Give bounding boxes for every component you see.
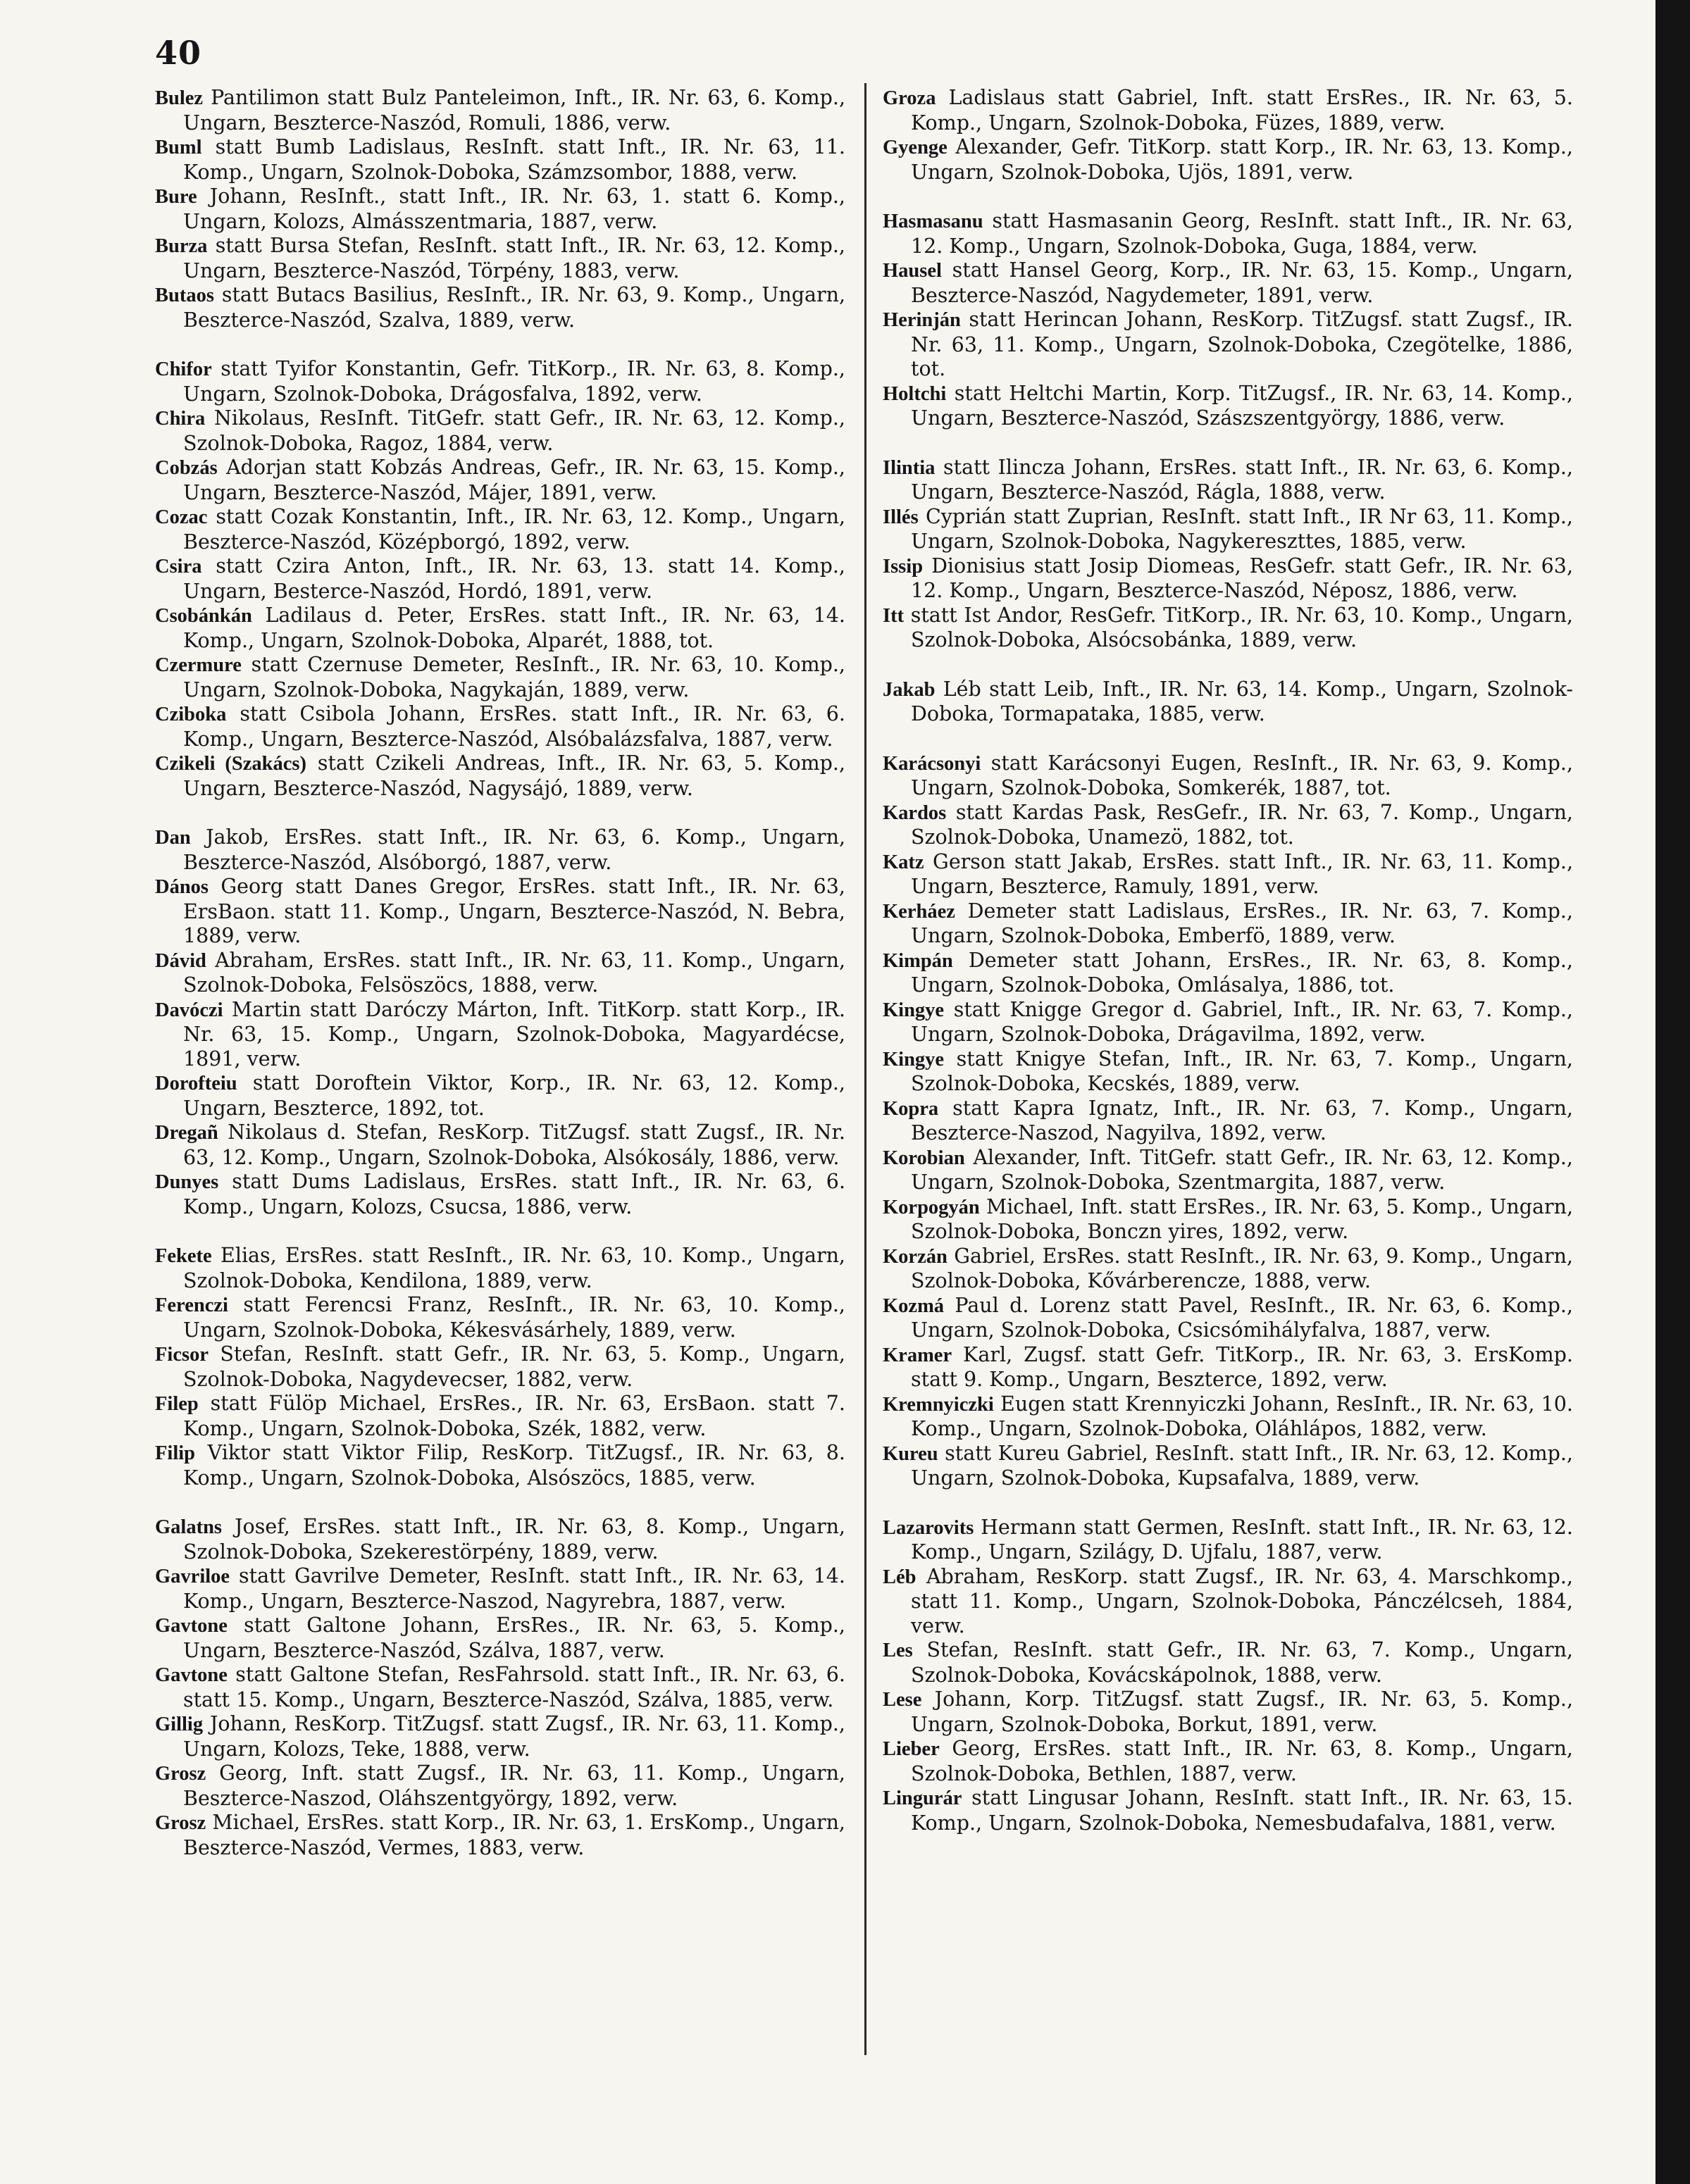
scan-edge: [1655, 0, 1690, 2184]
register-entry: [883, 1097, 1573, 1146]
section-gap: [883, 185, 1573, 209]
register-entry: [155, 505, 845, 554]
entry-surname: Kingye: [883, 1048, 945, 1071]
register-entry: [883, 209, 1573, 258]
entry-details: statt Bumb Ladislaus, ResInft. statt Inft., IR. Nr. 63, 11. Komp., Ungarn, Szolnok-Doboka, Számzsombor, 1888, verw.: [183, 135, 845, 184]
register-entry: [883, 1195, 1573, 1244]
entry-surname: Issip: [883, 555, 924, 578]
register-entry: [155, 653, 845, 702]
entry-details: statt Tyifor Konstantin, Gefr. TitKorp., IR. Nr. 63, 8. Komp., Ungarn, Szolnok-Doboka, Drágosfalva, 1892, verw.: [183, 357, 845, 406]
entry-surname: Dános: [155, 876, 209, 898]
register-entry: [883, 135, 1573, 185]
entry-details: statt Herincan Johann, ResKorp. TitZugsf. statt Zugsf., IR. Nr. 63, 11. Komp., Ungarn, Szolnok-Doboka, Czegötelke, 1886, tot.: [911, 308, 1573, 380]
entry-surname: Czermure: [155, 654, 242, 676]
entry-details: statt Hasmasanin Georg, ResInft. statt Inft., IR. Nr. 63, 12. Komp., Ungarn, Szolnok-Doboka, Guga, 1884, verw.: [911, 209, 1573, 258]
register-entry: [155, 1515, 845, 1564]
register-entry: [883, 382, 1573, 431]
register-entry: [883, 1737, 1573, 1786]
register-entry: [883, 554, 1573, 604]
entry-surname: Dregañ: [155, 1122, 218, 1144]
entry-surname: Kremnyiczki: [883, 1393, 994, 1416]
section-gap: [883, 727, 1573, 751]
entry-details: statt Czernuse Demeter, ResInft., IR. Nr. 63, 10. Komp., Ungarn, Szolnok-Doboka, Nagykaján, 1889, verw.: [183, 653, 845, 701]
entry-surname: Katz: [883, 851, 924, 873]
right-column: [883, 86, 1573, 1835]
entry-details: Eugen statt Krennyiczki Johann, ResInft., IR. Nr. 63, 10. Komp., Ungarn, Szolnok-Doboka, Oláhlápos, 1882, verw.: [911, 1392, 1573, 1440]
entry-details: statt Galtone Stefan, ResFahrsold. statt Inft., IR. Nr. 63, 6. statt 15. Komp., Ungarn, Beszterce-Naszód, Szálva, 1885, verw.: [183, 1663, 845, 1711]
entry-surname: Lingurár: [883, 1787, 962, 1809]
entry-details: statt Hansel Georg, Korp., IR. Nr. 63, 15. Komp., Ungarn, Beszterce-Naszód, Nagydemeter, 1891, verw.: [911, 258, 1573, 307]
entry-surname: Bure: [155, 186, 197, 208]
entry-details: statt Ist Andor, ResGefr. TitKorp., IR. Nr. 63, 10. Komp., Ungarn, Szolnok-Doboka, Alsócsobánka, 1889, verw.: [904, 603, 1573, 651]
entry-details: Johann, ResInft., statt Inft., IR. Nr. 63, 1. statt 6. Komp., Ungarn, Kolozs, Almásszentmaria, 1887, verw.: [183, 185, 845, 233]
register-entry: [155, 1071, 845, 1121]
entry-details: Ladislaus statt Gabriel, Inft. statt ErsRes., IR. Nr. 63, 5. Komp., Ungarn, Szolnok-Doboka, Füzes, 1889, verw.: [911, 86, 1573, 135]
entry-details: Michael, Inft. statt ErsRes., IR. Nr. 63, 5. Komp., Ungarn, Szolnok-Doboka, Bonczn yires, 1892, verw.: [911, 1194, 1573, 1243]
entry-details: Johann, ResKorp. TitZugsf. statt Zugsf., IR. Nr. 63, 11. Komp., Ungarn, Kolozs, Teke, 1888, verw.: [183, 1712, 845, 1761]
register-entry: [155, 1170, 845, 1219]
entry-details: Alexander, Gefr. TitKorp. statt Korp., IR. Nr. 63, 13. Komp., Ungarn, Szolnok-Doboka, Ujös, 1891, verw.: [911, 135, 1573, 184]
entry-details: statt Heltchi Martin, Korp. TitZugsf., IR. Nr. 63, 14. Komp., Ungarn, Beszterce-Naszód, Szászszentgyörgy, 1886, verw.: [911, 381, 1573, 430]
register-entry: [155, 135, 845, 185]
entry-surname: Lieber: [883, 1738, 940, 1760]
register-entry: [883, 751, 1573, 801]
register-entry: [155, 554, 845, 604]
entry-surname: Buml: [155, 137, 202, 158]
register-entry: [155, 1392, 845, 1441]
entry-surname: Gavtone: [155, 1615, 228, 1637]
register-entry: [155, 1811, 845, 1860]
entry-details: Elias, ErsRes. statt ResInft., IR. Nr. 63, 10. Komp., Ungarn, Szolnok-Doboka, Kendilona, 1889, verw.: [183, 1244, 845, 1292]
entry-surname: Korpogyán: [883, 1196, 980, 1218]
entry-surname: Kozmá: [883, 1294, 945, 1317]
entry-details: Pantilimon statt Bulz Panteleimon, Inft., IR. Nr. 63, 6. Komp., Ungarn, Beszterce-Naszód, Romuli, 1886, verw.: [183, 86, 845, 135]
entry-details: statt Kardas Pask, ResGefr., IR. Nr. 63, 7. Komp., Ungarn, Szolnok-Doboka, Unamezö, 1882, tot.: [911, 800, 1573, 849]
register-entry: [155, 1663, 845, 1712]
left-column: [155, 86, 845, 1860]
section-gap: [155, 801, 845, 825]
entry-surname: Hasmasanu: [883, 211, 983, 232]
register-entry: [155, 1342, 845, 1392]
entry-details: Paul d. Lorenz statt Pavel, ResInft., IR. Nr. 63, 6. Komp., Ungarn, Szolnok-Doboka, Csicsómihályfalva, 1887, verw.: [911, 1293, 1573, 1342]
register-entry: [883, 456, 1573, 505]
entry-surname: Dunyes: [155, 1171, 219, 1193]
entry-details: statt Lingusar Johann, ResInft. statt Inft., IR. Nr. 63, 15. Komp., Ungarn, Szolnok-Doboka, Nemesbudafalva, 1881, verw.: [911, 1786, 1573, 1835]
entry-surname: Dávid: [155, 949, 206, 972]
register-entry: [883, 998, 1573, 1047]
register-entry: [155, 86, 845, 135]
register-entry: [883, 308, 1573, 382]
entry-surname: Korzán: [883, 1245, 947, 1268]
entry-surname: Kimpán: [883, 949, 953, 972]
entry-surname: Lese: [883, 1689, 922, 1711]
register-entry: [883, 899, 1573, 949]
register-entry: [883, 604, 1573, 653]
entry-surname: Herinján: [883, 309, 961, 331]
entry-details: Georg statt Danes Gregor, ErsRes. statt Inft., IR. Nr. 63, ErsBaon. statt 11. Komp., Ungarn, Beszterce-Naszód, N. Bebra, 1889, verw.: [183, 875, 845, 947]
register-entry: [155, 406, 845, 456]
entry-surname: Chira: [155, 408, 206, 430]
entry-details: Josef, ErsRes. statt Inft., IR. Nr. 63, 8. Komp., Ungarn, Szolnok-Doboka, Szekerestörpény, 1889, verw.: [183, 1515, 845, 1564]
entry-surname: Gavriloe: [155, 1566, 230, 1587]
register-entry: [883, 1392, 1573, 1442]
register-entry: [155, 1712, 845, 1761]
register-entry: [883, 1638, 1573, 1687]
entry-details: statt Knigye Stefan, Inft., IR. Nr. 63, 7. Komp., Ungarn, Szolnok-Doboka, Kecskés, 1889, verw.: [911, 1047, 1573, 1095]
register-entry: [155, 604, 845, 653]
entry-surname: Korobian: [883, 1147, 965, 1169]
register-entry: [155, 234, 845, 283]
entry-surname: Czikeli (Szakács): [155, 753, 306, 775]
entry-surname: Burza: [155, 235, 208, 257]
register-entry: [883, 1516, 1573, 1565]
register-entry: [883, 1786, 1573, 1835]
entry-surname: Filip: [155, 1442, 196, 1464]
register-entry: [883, 1687, 1573, 1737]
register-entry: [883, 949, 1573, 998]
register-entry: [155, 1244, 845, 1293]
entry-details: statt Czira Anton, Inft., IR. Nr. 63, 13. statt 14. Komp., Ungarn, Besterce-Naszód, Hordó, 1891, verw.: [183, 554, 845, 603]
entry-details: statt Bursa Stefan, ResInft. statt Inft., IR. Nr. 63, 12. Komp., Ungarn, Beszterce-Naszód, Törpény, 1883, verw.: [183, 234, 845, 282]
entry-surname: Chifor: [155, 358, 212, 380]
entry-surname: Dan: [155, 827, 191, 849]
entry-surname: Davóczi: [155, 999, 223, 1021]
entry-details: statt Doroftein Viktor, Korp., IR. Nr. 63, 12. Komp., Ungarn, Beszterce, 1892, tot.: [183, 1071, 845, 1120]
entry-details: Ladilaus d. Peter, ErsRes. statt Inft., IR. Nr. 63, 14. Komp., Ungarn, Szolnok-Doboka, Alparét, 1888, tot.: [183, 604, 845, 652]
register-entry: [883, 1146, 1573, 1195]
entry-surname: Csira: [155, 556, 202, 578]
entry-details: Michael, ErsRes. statt Korp., IR. Nr. 63, 1. ErsKomp., Ungarn, Beszterce-Naszód, Vermes, 1883, verw.: [183, 1811, 845, 1859]
entry-details: Georg, Inft. statt Zugsf., IR. Nr. 63, 11. Komp., Ungarn, Beszterce-Naszod, Oláhszentgyörgy, 1892, verw.: [183, 1761, 845, 1810]
entry-surname: Holtchi: [883, 382, 947, 405]
entry-details: statt Knigge Gregor d. Gabriel, Inft., IR. Nr. 63, 7. Komp., Ungarn, Szolnok-Doboka, Drágavilma, 1892, verw.: [911, 997, 1573, 1046]
page-number: 40: [155, 34, 202, 72]
entry-surname: Galatns: [155, 1516, 223, 1538]
entry-details: Jakob, ErsRes. statt Inft., IR. Nr. 63, 6. Komp., Ungarn, Beszterce-Naszód, Alsóborgó, 1887, verw.: [183, 825, 845, 874]
entry-details: Johann, Korp. TitZugsf. statt Zugsf., IR. Nr. 63, 5. Komp., Ungarn, Szolnok-Doboka, Borkut, 1891, verw.: [911, 1687, 1573, 1736]
register-entry: [883, 1442, 1573, 1491]
register-entry: [883, 1244, 1573, 1294]
entry-surname: Fekete: [155, 1245, 212, 1267]
column-divider: [864, 83, 866, 2055]
entry-surname: Ferenczi: [155, 1294, 228, 1316]
register-entry: [155, 1441, 845, 1490]
entry-details: Demeter statt Johann, ErsRes., IR. Nr. 63, 8. Komp., Ungarn, Szolnok-Doboka, Omlásalya, 1886, tot.: [911, 948, 1573, 997]
register-entry: [883, 850, 1573, 899]
entry-details: Stefan, ResInft. statt Gefr., IR. Nr. 63, 5. Komp., Ungarn, Szolnok-Doboka, Nagydevecser, 1882, verw.: [183, 1342, 845, 1391]
register-entry: [883, 1294, 1573, 1343]
entry-details: Hermann statt Germen, ResInft. statt Inft., IR. Nr. 63, 12. Komp., Ungarn, Szilágy, D. Ujfalu, 1887, verw.: [911, 1515, 1573, 1564]
register-entry: [155, 751, 845, 801]
entry-details: statt Kapra Ignatz, Inft., IR. Nr. 63, 7. Komp., Ungarn, Beszterce-Naszod, Nagyilva, 1892, verw.: [911, 1096, 1573, 1144]
entry-surname: Cobzás: [155, 457, 218, 479]
entry-surname: Les: [883, 1640, 913, 1661]
entry-details: Alexander, Inft. TitGefr. statt Gefr., IR. Nr. 63, 12. Komp., Ungarn, Szolnok-Doboka, Szentmargita, 1887, verw.: [911, 1145, 1573, 1194]
entry-details: statt Butacs Basilius, ResInft., IR. Nr. 63, 9. Komp., Ungarn, Beszterce-Naszód, Szalva, 1889, verw.: [183, 283, 845, 332]
entry-surname: Jakab: [883, 678, 936, 701]
section-gap: [883, 431, 1573, 456]
entry-surname: Grosz: [155, 1763, 206, 1785]
register-entry: [155, 875, 845, 949]
register-entry: [155, 1761, 845, 1811]
entry-details: Nikolaus, ResInft. TitGefr. statt Gefr., IR. Nr. 63, 12. Komp., Szolnok-Doboka, Ragoz, 1884, verw.: [183, 406, 845, 455]
entry-surname: Csobánkán: [155, 605, 252, 627]
entry-surname: Karácsonyi: [883, 752, 981, 775]
register-entry: [883, 258, 1573, 308]
register-entry: [883, 678, 1573, 727]
entry-surname: Léb: [883, 1566, 917, 1588]
entry-details: statt Czikeli Andreas, Inft., IR. Nr. 63, 5. Komp., Ungarn, Beszterce-Naszód, Nagysájó, 1889, verw.: [183, 751, 846, 800]
section-gap: [883, 653, 1573, 678]
entry-details: Abraham, ResKorp. statt Zugsf., IR. Nr. 63, 4. Marschkomp., statt 11. Komp., Ungarn, Szolnok-Doboka, Pánczélcseh, 1884, verw.: [911, 1564, 1573, 1637]
register-entry: [883, 1565, 1573, 1639]
entry-details: Gerson statt Jakab, ErsRes. statt Inft., IR. Nr. 63, 11. Komp., Ungarn, Beszterce, Ramuly, 1891, verw.: [911, 849, 1573, 898]
entry-details: statt Galtone Johann, ErsRes., IR. Nr. 63, 5. Komp., Ungarn, Beszterce-Naszód, Szálva, 1887, verw.: [183, 1614, 845, 1662]
entry-surname: Hausel: [883, 260, 942, 282]
register-entry: [155, 1564, 845, 1614]
entry-details: statt Ilincza Johann, ErsRes. statt Inft., IR. Nr. 63, 6. Komp., Ungarn, Beszterce-Naszód, Rágla, 1888, verw.: [911, 455, 1573, 504]
entry-surname: Gyenge: [883, 137, 947, 158]
register-entry: [883, 1047, 1573, 1097]
entry-surname: Kardos: [883, 801, 947, 824]
entry-surname: Itt: [883, 604, 905, 627]
register-entry: [155, 1614, 845, 1663]
register-entry: [155, 949, 845, 998]
register-entry: [883, 801, 1573, 850]
entry-details: statt Ferencsi Franz, ResInft., IR. Nr. 63, 10. Komp., Ungarn, Szolnok-Doboka, Kékesvásárhely, 1889, verw.: [183, 1293, 845, 1342]
entry-details: Viktor statt Viktor Filip, ResKorp. TitZugsf., IR. Nr. 63, 8. Komp., Ungarn, Szolnok-Doboka, Alsószöcs, 1885, verw.: [183, 1441, 845, 1490]
entry-details: statt Kureu Gabriel, ResInft. statt Inft., IR. Nr. 63, 12. Komp., Ungarn, Szolnok-Doboka, Kupsafalva, 1889, verw.: [911, 1441, 1573, 1490]
register-entry: [155, 702, 845, 751]
entry-details: Karl, Zugsf. statt Gefr. TitKorp., IR. Nr. 63, 3. ErsKomp. statt 9. Komp., Ungarn, Beszterce, 1892, verw.: [911, 1342, 1573, 1391]
entry-surname: Ficsor: [155, 1344, 209, 1366]
entry-surname: Illés: [883, 506, 919, 528]
entry-details: Dionisius statt Josip Diomeas, ResGefr. statt Gefr., IR. Nr. 63, 12. Komp., Ungarn, Beszterce-Naszód, Néposz, 1886, verw.: [911, 554, 1573, 602]
entry-surname: Kerháez: [883, 900, 955, 923]
entry-surname: Kingye: [883, 999, 945, 1021]
entry-details: Léb statt Leib, Inft., IR. Nr. 63, 14. Komp., Ungarn, Szolnok-Doboka, Tormapataka, 1885, verw.: [911, 677, 1573, 725]
entry-details: Nikolaus d. Stefan, ResKorp. TitZugsf. statt Zugsf., IR. Nr. 63, 12. Komp., Ungarn, Szolnok-Doboka, Alsókosály, 1886, verw.: [183, 1121, 845, 1169]
entry-details: Gabriel, ErsRes. statt ResInft., IR. Nr. 63, 9. Komp., Ungarn, Szolnok-Doboka, Kővárberencze, 1888, verw.: [911, 1244, 1573, 1292]
entry-details: Adorjan statt Kobzás Andreas, Gefr., IR. Nr. 63, 15. Komp., Ungarn, Beszterce-Naszód, Májer, 1891, verw.: [183, 456, 845, 504]
register-entry: [155, 1293, 845, 1342]
entry-details: statt Dums Ladislaus, ErsRes. statt Inft., IR. Nr. 63, 6. Komp., Ungarn, Kolozs, Csucsa, 1886, verw.: [183, 1170, 845, 1218]
entry-details: statt Gavrilve Demeter, ResInft. statt Inft., IR. Nr. 63, 14. Komp., Ungarn, Beszterce-Naszod, Nagyrebra, 1887, verw.: [183, 1564, 845, 1613]
entry-surname: Kopra: [883, 1097, 939, 1120]
entry-surname: Filep: [155, 1393, 199, 1415]
entry-surname: Grosz: [155, 1812, 206, 1834]
entry-surname: Cozac: [155, 506, 208, 528]
register-entry: [155, 998, 845, 1072]
entry-surname: Lazarovits: [883, 1516, 974, 1539]
section-gap: [883, 1491, 1573, 1516]
entry-details: statt Fülöp Michael, ErsRes., IR. Nr. 63, ErsBaon. statt 7. Komp., Ungarn, Szolnok-Doboka, Szék, 1882, verw.: [183, 1392, 845, 1440]
entry-details: Abraham, ErsRes. statt Inft., IR. Nr. 63, 11. Komp., Ungarn, Szolnok-Doboka, Felsöszöcs, 1888, verw.: [183, 948, 845, 997]
entry-details: Stefan, ResInft. statt Gefr., IR. Nr. 63, 7. Komp., Ungarn, Szolnok-Doboka, Kovácskápolnok, 1888, verw.: [911, 1638, 1573, 1687]
entry-details: Martin statt Daróczy Márton, Inft. TitKorp. statt Korp., IR. Nr. 63, 15. Komp., Ungarn, Szolnok-Doboka, Magyardécse, 1891, verw.: [183, 997, 845, 1071]
entry-surname: Bulez: [155, 87, 204, 109]
section-gap: [155, 1219, 845, 1244]
entry-surname: Gavtone: [155, 1664, 228, 1686]
section-gap: [155, 332, 845, 357]
entry-details: Georg, ErsRes. statt Inft., IR. Nr. 63, 8. Komp., Ungarn, Szolnok-Doboka, Bethlen, 1887, verw.: [911, 1737, 1573, 1785]
register-entry: [155, 283, 845, 332]
entry-surname: Groza: [883, 87, 936, 109]
entry-surname: Cziboka: [155, 704, 227, 725]
entry-surname: Gillig: [155, 1714, 204, 1735]
register-entry: [155, 1121, 845, 1170]
entry-surname: Kramer: [883, 1344, 952, 1366]
entry-surname: Kureu: [883, 1442, 938, 1465]
register-entry: [155, 357, 845, 406]
register-entry: [883, 86, 1573, 135]
entry-details: Cyprián statt Zuprian, ResInft. statt Inft., IR Nr 63, 11. Komp., Ungarn, Szolnok-Doboka, Nagykereszttes, 1885, verw.: [911, 504, 1573, 553]
entry-surname: Dorofteiu: [155, 1073, 237, 1094]
entry-details: statt Cozak Konstantin, Inft., IR. Nr. 63, 12. Komp., Ungarn, Beszterce-Naszód, Középborgó, 1892, verw.: [183, 505, 845, 554]
entry-details: Demeter statt Ladislaus, ErsRes., IR. Nr. 63, 7. Komp., Ungarn, Szolnok-Doboka, Emberfö, 1889, verw.: [911, 899, 1573, 947]
entry-surname: Ilintia: [883, 456, 936, 479]
entry-details: statt Csibola Johann, ErsRes. statt Inft., IR. Nr. 63, 6. Komp., Ungarn, Beszterce-Naszód, Alsóbalázsfalva, 1887, verw.: [183, 702, 845, 751]
register-entry: [883, 505, 1573, 554]
register-entry: [883, 1343, 1573, 1392]
entry-surname: Butaos: [155, 285, 214, 306]
entry-details: statt Karácsonyi Eugen, ResInft., IR. Nr. 63, 9. Komp., Ungarn, Szolnok-Doboka, Somkerék, 1887, tot.: [911, 751, 1573, 799]
register-entry: [155, 456, 845, 505]
register-entry: [155, 185, 845, 234]
section-gap: [155, 1490, 845, 1515]
register-entry: [155, 825, 845, 875]
